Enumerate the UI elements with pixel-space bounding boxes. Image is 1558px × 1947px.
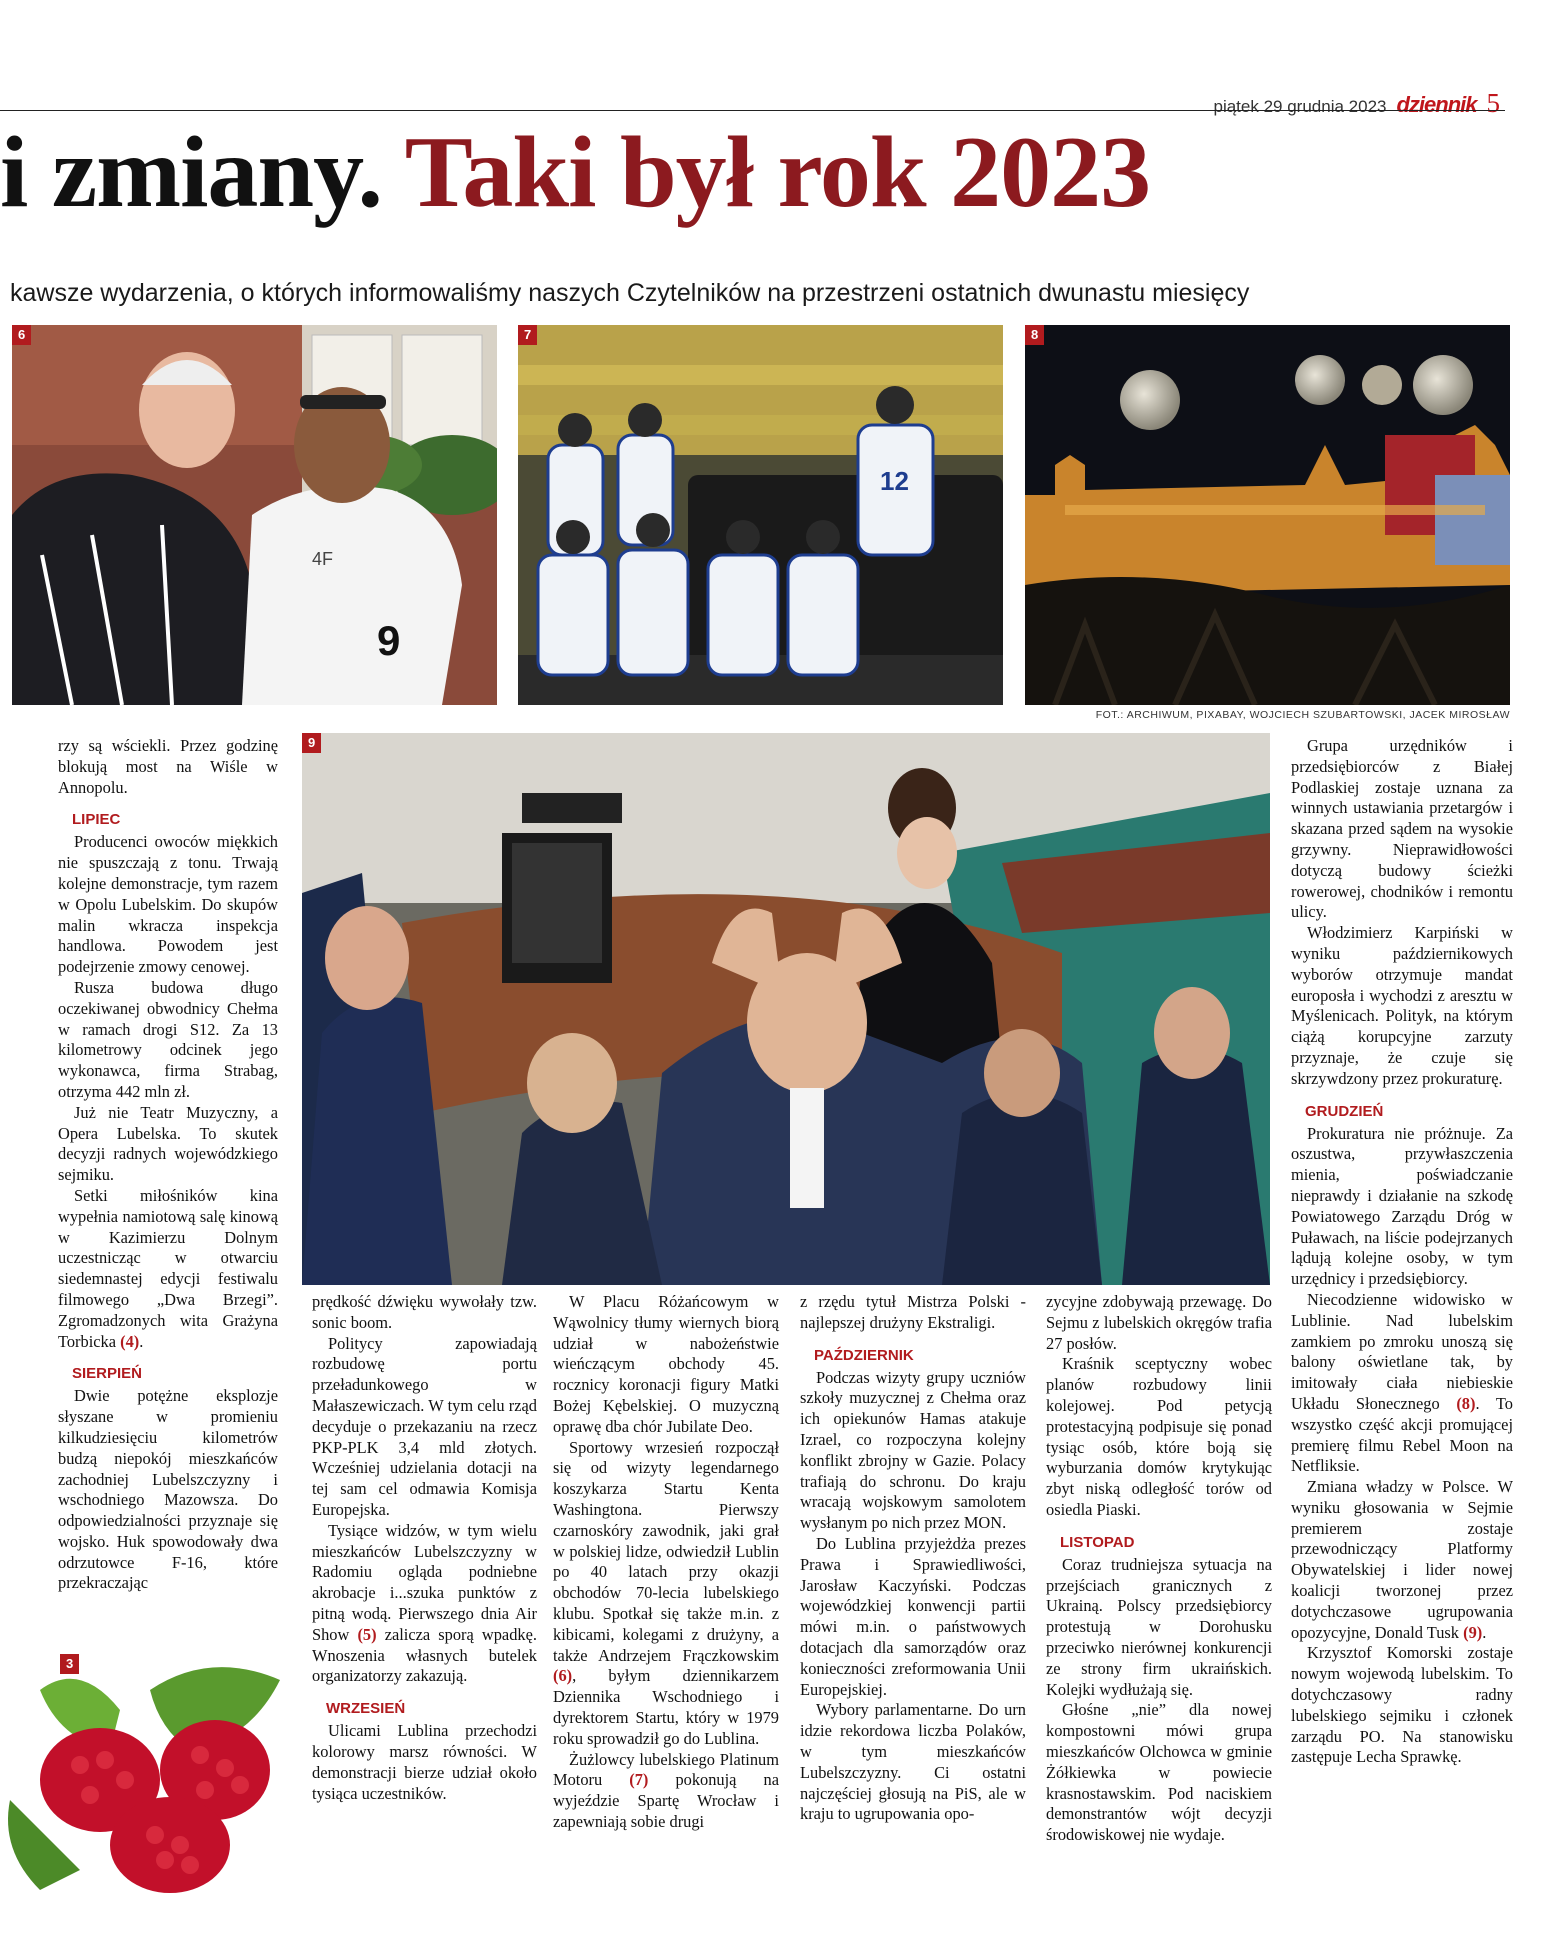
photo-9-image [302, 733, 1270, 1285]
paragraph: Wybory parlamentarne. Do urn idzie rekordowa liczba Polaków, w tym mieszkańców Lubelszczyzny. Ci ostatni najczęściej głosują na PiS, ale w kraju to ugrupowania opo- [800, 1700, 1026, 1824]
photo-7 [518, 325, 1003, 705]
photo-6-image [12, 325, 497, 705]
svg-text:4F: 4F [312, 549, 334, 569]
headline-part-1: i zmiany. [0, 116, 383, 229]
paragraph: prędkość dźwięku wywołały tzw. sonic boom. [312, 1292, 537, 1332]
photo-3-badge: 3 [60, 1654, 79, 1674]
paragraph: W Placu Różańcowym w Wąwolnicy tłumy wiernych biorą udział w nabożeństwie wieńczącym obchody 45. rocznicy koronacji figury Matki Bożej Kębelskiej. O muzyczną oprawę dba chór Jubilate Deo. [553, 1292, 779, 1436]
photo-9 [302, 733, 1270, 1285]
paragraph: Głośne „nie” dla nowej kompostowni mówi grupa mieszkańców Olchowca w gminie Żółkiewka w powiecie krasnostawskim. Pod naciskiem demonstrantów wójt decyzji środowiskowej nie wydaje. [1046, 1700, 1272, 1845]
photo-ref-5: (5) [357, 1624, 377, 1644]
paragraph-ref-8: Niecodzienne widowisko w Lublinie. Nad lubelskim zamkiem po zmroku unoszą się balony oświetlane tak, by imitowały ciała niebieskie Układu Słonecznego (8). To wszystko część akcji promującej premierę filmu Rebel Moon na Netfliksie. [1291, 1289, 1513, 1476]
newspaper-logo: dziennik [1396, 92, 1477, 117]
photo-7-image [518, 325, 1003, 705]
page-number: 5 [1486, 88, 1500, 118]
photo-7-badge: 7 [518, 325, 537, 345]
column-6 [1291, 736, 1513, 1768]
paragraph-ref-9: Zmiana władzy w Polsce. W wyniku głosowania w Sejmie premierem zostaje przewodniczący Platformy Obywatelskiej i lider nowej koalicji tworzonej przez dotychczasowe ugrupowania opozycyjne, Donald Tusk (9). [1291, 1477, 1513, 1642]
svg-text:12: 12 [880, 466, 909, 496]
section-heading-listopad: LISTOPAD [1060, 1533, 1135, 1551]
paragraph-ref-6: Sportowy wrzesień rozpoczął się od wizyty legendarnego koszykarza Startu Kenta Washingtona. Pierwszy czarnoskóry zawodnik, jaki grał w polskiej lidze, odwiedził Lublin po 40 latach przy okazji obchodów 70-lecia lubelskiego klubu. Spotkał się także m.in. z kibicami, kolegami z drużyny, a także Andrzejem Frączkowskim (6), byłym dziennikarzem Dziennika Wschodniego i dyrektorem Startu, który w 1979 roku sprowadził go do Lublina. [553, 1437, 779, 1748]
issue-date: piątek 29 grudnia 2023 [1213, 97, 1387, 116]
paragraph: Krzysztof Komorski zostaje nowym wojewodą lubelskim. To dotychczasowy radny lubelskiego sejmiku i członek zarządu PO. Na stanowisku zastępuje Lecha Sprawkę. [1291, 1643, 1513, 1767]
paragraph: zycyjne zdobywają przewagę. Do Sejmu z lubelskich okręgów trafia 27 posłów. [1046, 1292, 1272, 1353]
header-rule [0, 110, 1505, 111]
paragraph: Włodzimierz Karpiński w wyniku październikowych wyborów otrzymuje mandat europosła i wychodzi z aresztu w Myślenicach. Polityk, na którym ciążą korupcyjne zarzuty przyznaje, że czuje się skrzywdzony przez prokuraturę. [1291, 923, 1513, 1088]
column-1 [58, 736, 278, 1594]
page-header-meta [1214, 88, 1501, 119]
photo-6 [12, 325, 497, 705]
photo-ref-4: (4) [120, 1331, 140, 1351]
paragraph: Grupa urzędników i przedsiębiorców z Białej Podlaskiej zostaje uznana za winnych ustawiania przetargów i skazana przed sądem na wysokie grzywny. Nieprawidłowości dotyczą budowy ścieżki rowerowej, chodników i remontu ulicy. [1291, 736, 1513, 922]
section-heading-wrzesien: WRZESIEŃ [326, 1700, 406, 1718]
deck: kawsze wydarzenia, o których informowaliśmy naszych Czytelników na przestrzeni ostatnich dwunastu miesięcy [10, 279, 1250, 307]
section-heading-sierpien: SIERPIEŃ [72, 1365, 143, 1383]
photo-6-badge: 6 [12, 325, 31, 345]
paragraph: Prokuratura nie próżnuje. Za oszustwa, przywłaszczenia mienia, poświadczanie nieprawdy i działanie na szkodę Powiatowego Zarządu Dróg w Puławach, na liście podejrzanych lądują kolejne osoby, w tym urzędnicy i przedsiębiorcy. [1291, 1123, 1513, 1289]
photo-ref-7: (7) [629, 1770, 649, 1790]
paragraph: Podczas wizyty grupy uczniów szkoły muzycznej z Chełma oraz ich opiekunów Hamas atakuje Izrael, co rozpoczyna kolejny konflikt zbrojny w Gazie. Polacy trafiają do schronu. Do kraju wracają wojskowym samolotem wysłanym po nich przez MON. [800, 1367, 1026, 1533]
paragraph: Kraśnik sceptyczny wobec planów rozbudowy linii kolejowej. Pod petycją protestacyjną podpisuje się ponad tysiąc osób, które boją się wyburzania domów krytykując zbyt niską odległość torów od osiedla Piaski. [1046, 1354, 1272, 1519]
section-heading-grudzien: GRUDZIEŃ [1305, 1102, 1384, 1120]
photo-8-image [1025, 325, 1510, 705]
paragraph: Do Lublina przyjeżdża prezes Prawa i Sprawiedliwości, Jarosław Kaczyński. Podczas wojewódzkiej konwencji partii mówi m.in. o państwowych dotacjach dla samorządów oraz konieczności zreformowania Unii Europejskiej. [800, 1533, 1026, 1699]
paragraph: Producenci owoców miękkich nie spuszczają z tonu. Trwają kolejne demonstracje, tym razem w Opolu Lubelskim. Do skupów malin wkracza inspekcja handlowa. Powodem jest podejrzenie zmowy cenowej. [58, 832, 278, 977]
paragraph-ref-4: Setki miłośników kina wypełnia namiotową salę kinową w Kazimierzu Dolnym uczestnicząc w otwarciu siedemnastej edycji festiwalu filmowego „Dwa Brzegi”. Zgromadzonych wita Grażyna Torbicka (4). [58, 1185, 278, 1351]
section-heading-pazdziernik: PAŹDZIERNIK [814, 1346, 914, 1364]
paragraph: z rzędu tytuł Mistrza Polski - najlepszej drużyny Ekstraligi. [800, 1292, 1026, 1332]
paragraph: Już nie Teatr Muzyczny, a Opera Lubelska. To skutek decyzji radnych wojewódzkiego sejmiku. [58, 1102, 278, 1185]
paragraph-ref-5: Tysiące widzów, w tym wielu mieszkańców Lubelszczyzny w Radomiu ogląda podniebne akrobacje i...szuka punktów z pitną wodą. Pierwszego dnia Air Show (5) zalicza sporą wpadkę. Wnoszenia własnych butelek organizatorzy zakazują. [312, 1520, 537, 1686]
paragraph: Ulicami Lublina przechodzi kolorowy marsz równości. W demonstracji bierze udział około tysiąca uczestników. [312, 1721, 537, 1803]
column-2 [312, 1292, 537, 1804]
column-5 [1046, 1292, 1272, 1846]
headline [0, 116, 1151, 229]
photo-3 [0, 1650, 300, 1900]
paragraph-ref-7: Żużlowcy lubelskiego Platinum Motoru (7) pokonują na wyjeździe Spartę Wrocław i zapewniają sobie drugi [553, 1749, 779, 1831]
paragraph: Coraz trudniejsza sytuacja na przejściach granicznych z Ukrainą. Polscy przedsiębiorcy protestują w Dorohusku przeciwko nierównej konkurencji ze strony firm ukraińskich. Kolejki wydłużają się. [1046, 1554, 1272, 1699]
photo-8 [1025, 325, 1510, 705]
photo-ref-9: (9) [1463, 1622, 1483, 1642]
photo-ref-8: (8) [1456, 1393, 1476, 1413]
paragraph: Politycy zapowiadają rozbudowę portu przeładunkowego w Małaszewiczach. W tym celu rząd decyduje o przekazaniu na rzecz PKP-PLK 3,4 mld złotych. Wcześniej udzielania dotacji na tej sam cel odmawia Komisja Europejska. [312, 1333, 537, 1519]
paragraph: rzy są wściekli. Przez godzinę blokują most na Wiśle w Annopolu. [58, 736, 278, 797]
paragraph: Rusza budowa długo oczekiwanej obwodnicy Chełma w ramach drogi S12. Za 13 kilometrowy odcinek jego wykonawca, firma Strabag, otrzyma 442 mln zł. [58, 977, 278, 1101]
column-4 [800, 1292, 1026, 1825]
svg-text:9: 9 [377, 617, 401, 664]
photo-9-badge: 9 [302, 733, 321, 753]
headline-part-2: Taki był rok 2023 [404, 116, 1151, 229]
photo-credit: FOT.: ARCHIWUM, PIXABAY, WOJCIECH SZUBARTOWSKI, JACEK MIROSŁAW [1095, 709, 1510, 721]
column-3 [553, 1292, 779, 1833]
photo-8-badge: 8 [1025, 325, 1044, 345]
section-heading-lipiec: LIPIEC [72, 811, 121, 829]
photo-ref-6: (6) [553, 1666, 573, 1686]
photo-3-image [0, 1650, 300, 1900]
paragraph: Dwie potężne eksplozje słyszane w promieniu kilkudziesięciu kilometrów budzą niepokój mieszkańców zachodniej Lubelszczyzny i wschodniego Mazowsza. Do odpowiedzialności przyznaje się wojsko. Huk spowodowały dwa odrzutowce F-16, które przekraczając [58, 1386, 278, 1593]
